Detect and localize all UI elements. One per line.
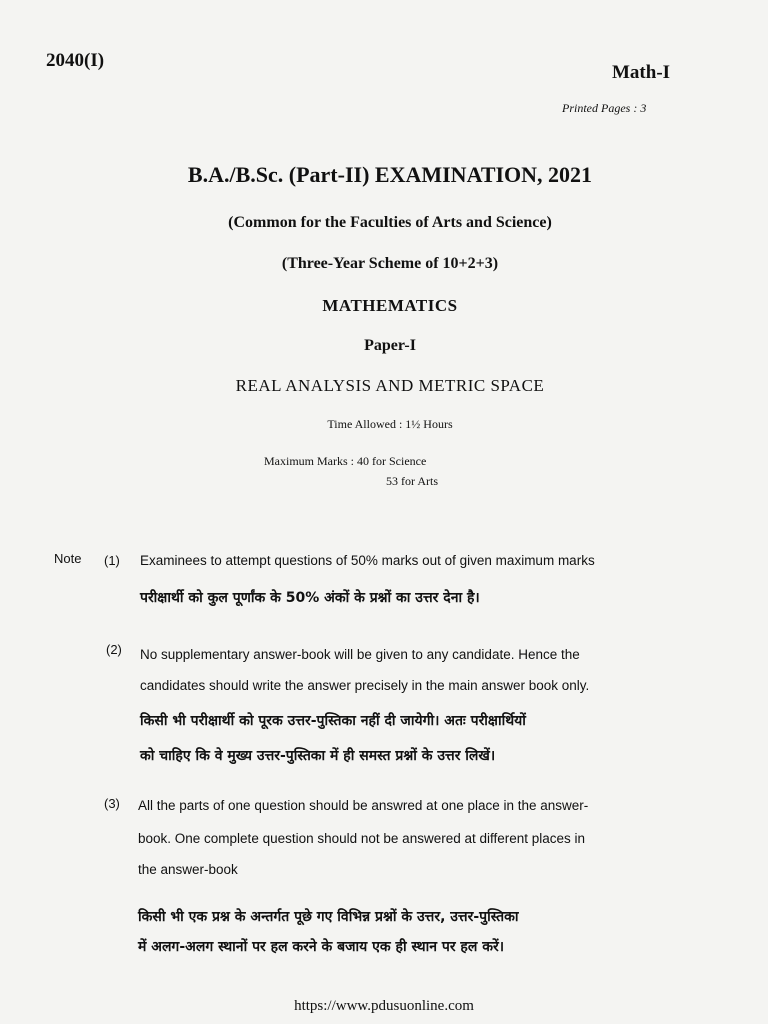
subject-code: Math-I	[612, 62, 671, 83]
subject-name: MATHEMATICS	[322, 296, 458, 315]
note-3-english-line1: All the parts of one question should be answred at one place in the answer-	[138, 798, 589, 813]
note-2-hindi-line2: को चाहिए कि वे मुख्य उत्तर-पुस्तिका में ही समस्त प्रश्नों के उत्तर लिखें।	[140, 748, 496, 764]
paper-code: 2040(I)	[46, 50, 105, 71]
note-2-english-line2: candidates should write the answer precisely in the main answer book only.	[140, 678, 590, 693]
note-1-english: Examinees to attempt questions of 50% marks out of given maximum marks	[140, 553, 595, 568]
footer-url[interactable]: https://www.pdusuonline.com	[294, 998, 474, 1014]
max-marks-science: Maximum Marks : 40 for Science	[264, 454, 427, 468]
faculties-line: (Common for the Faculties of Arts and Science)	[228, 214, 552, 231]
note-2-english-line1: No supplementary answer-book will be given to any candidate. Hence the	[140, 647, 580, 662]
note-3-hindi-line1: किसी भी एक प्रश्न के अन्तर्गत पूछे गए विभिन्न प्रश्नों के उत्तर, उत्तर-पुस्तिका	[138, 909, 519, 925]
note-3-hindi-line2: में अलग-अलग स्थानों पर हल करने के बजाय एक ही स्थान पर हल करें।	[138, 939, 504, 955]
note-1-number: (1)	[104, 553, 120, 568]
scheme-line: (Three-Year Scheme of 10+2+3)	[281, 255, 499, 272]
note-3-english-line2: book. One complete question should not be answered at different places in	[138, 831, 586, 846]
exam-title: B.A./B.Sc. (Part-II) EXAMINATION, 2021	[187, 162, 593, 187]
note-label: Note	[54, 551, 82, 566]
note-1-hindi: परीक्षार्थी को कुल पूर्णांक के 50% अंकों के प्रश्नों का उत्तर देना है।	[140, 590, 480, 606]
note-3-english-line3: the answer-book	[138, 862, 238, 877]
paper-number: Paper-I	[364, 337, 416, 354]
max-marks-arts: 53 for Arts	[386, 474, 438, 488]
course-title: REAL ANALYSIS AND METRIC SPACE	[235, 376, 545, 395]
time-allowed: Time Allowed : 1½ Hours	[327, 417, 453, 431]
printed-pages: Printed Pages : 3	[562, 101, 647, 115]
note-2-number: (2)	[106, 642, 122, 657]
note-2-hindi-line1: किसी भी परीक्षार्थी को पूरक उत्तर-पुस्तिका नहीं दी जायेगी। अतः परीक्षार्थियों	[140, 713, 526, 729]
note-3-number: (3)	[104, 796, 120, 811]
